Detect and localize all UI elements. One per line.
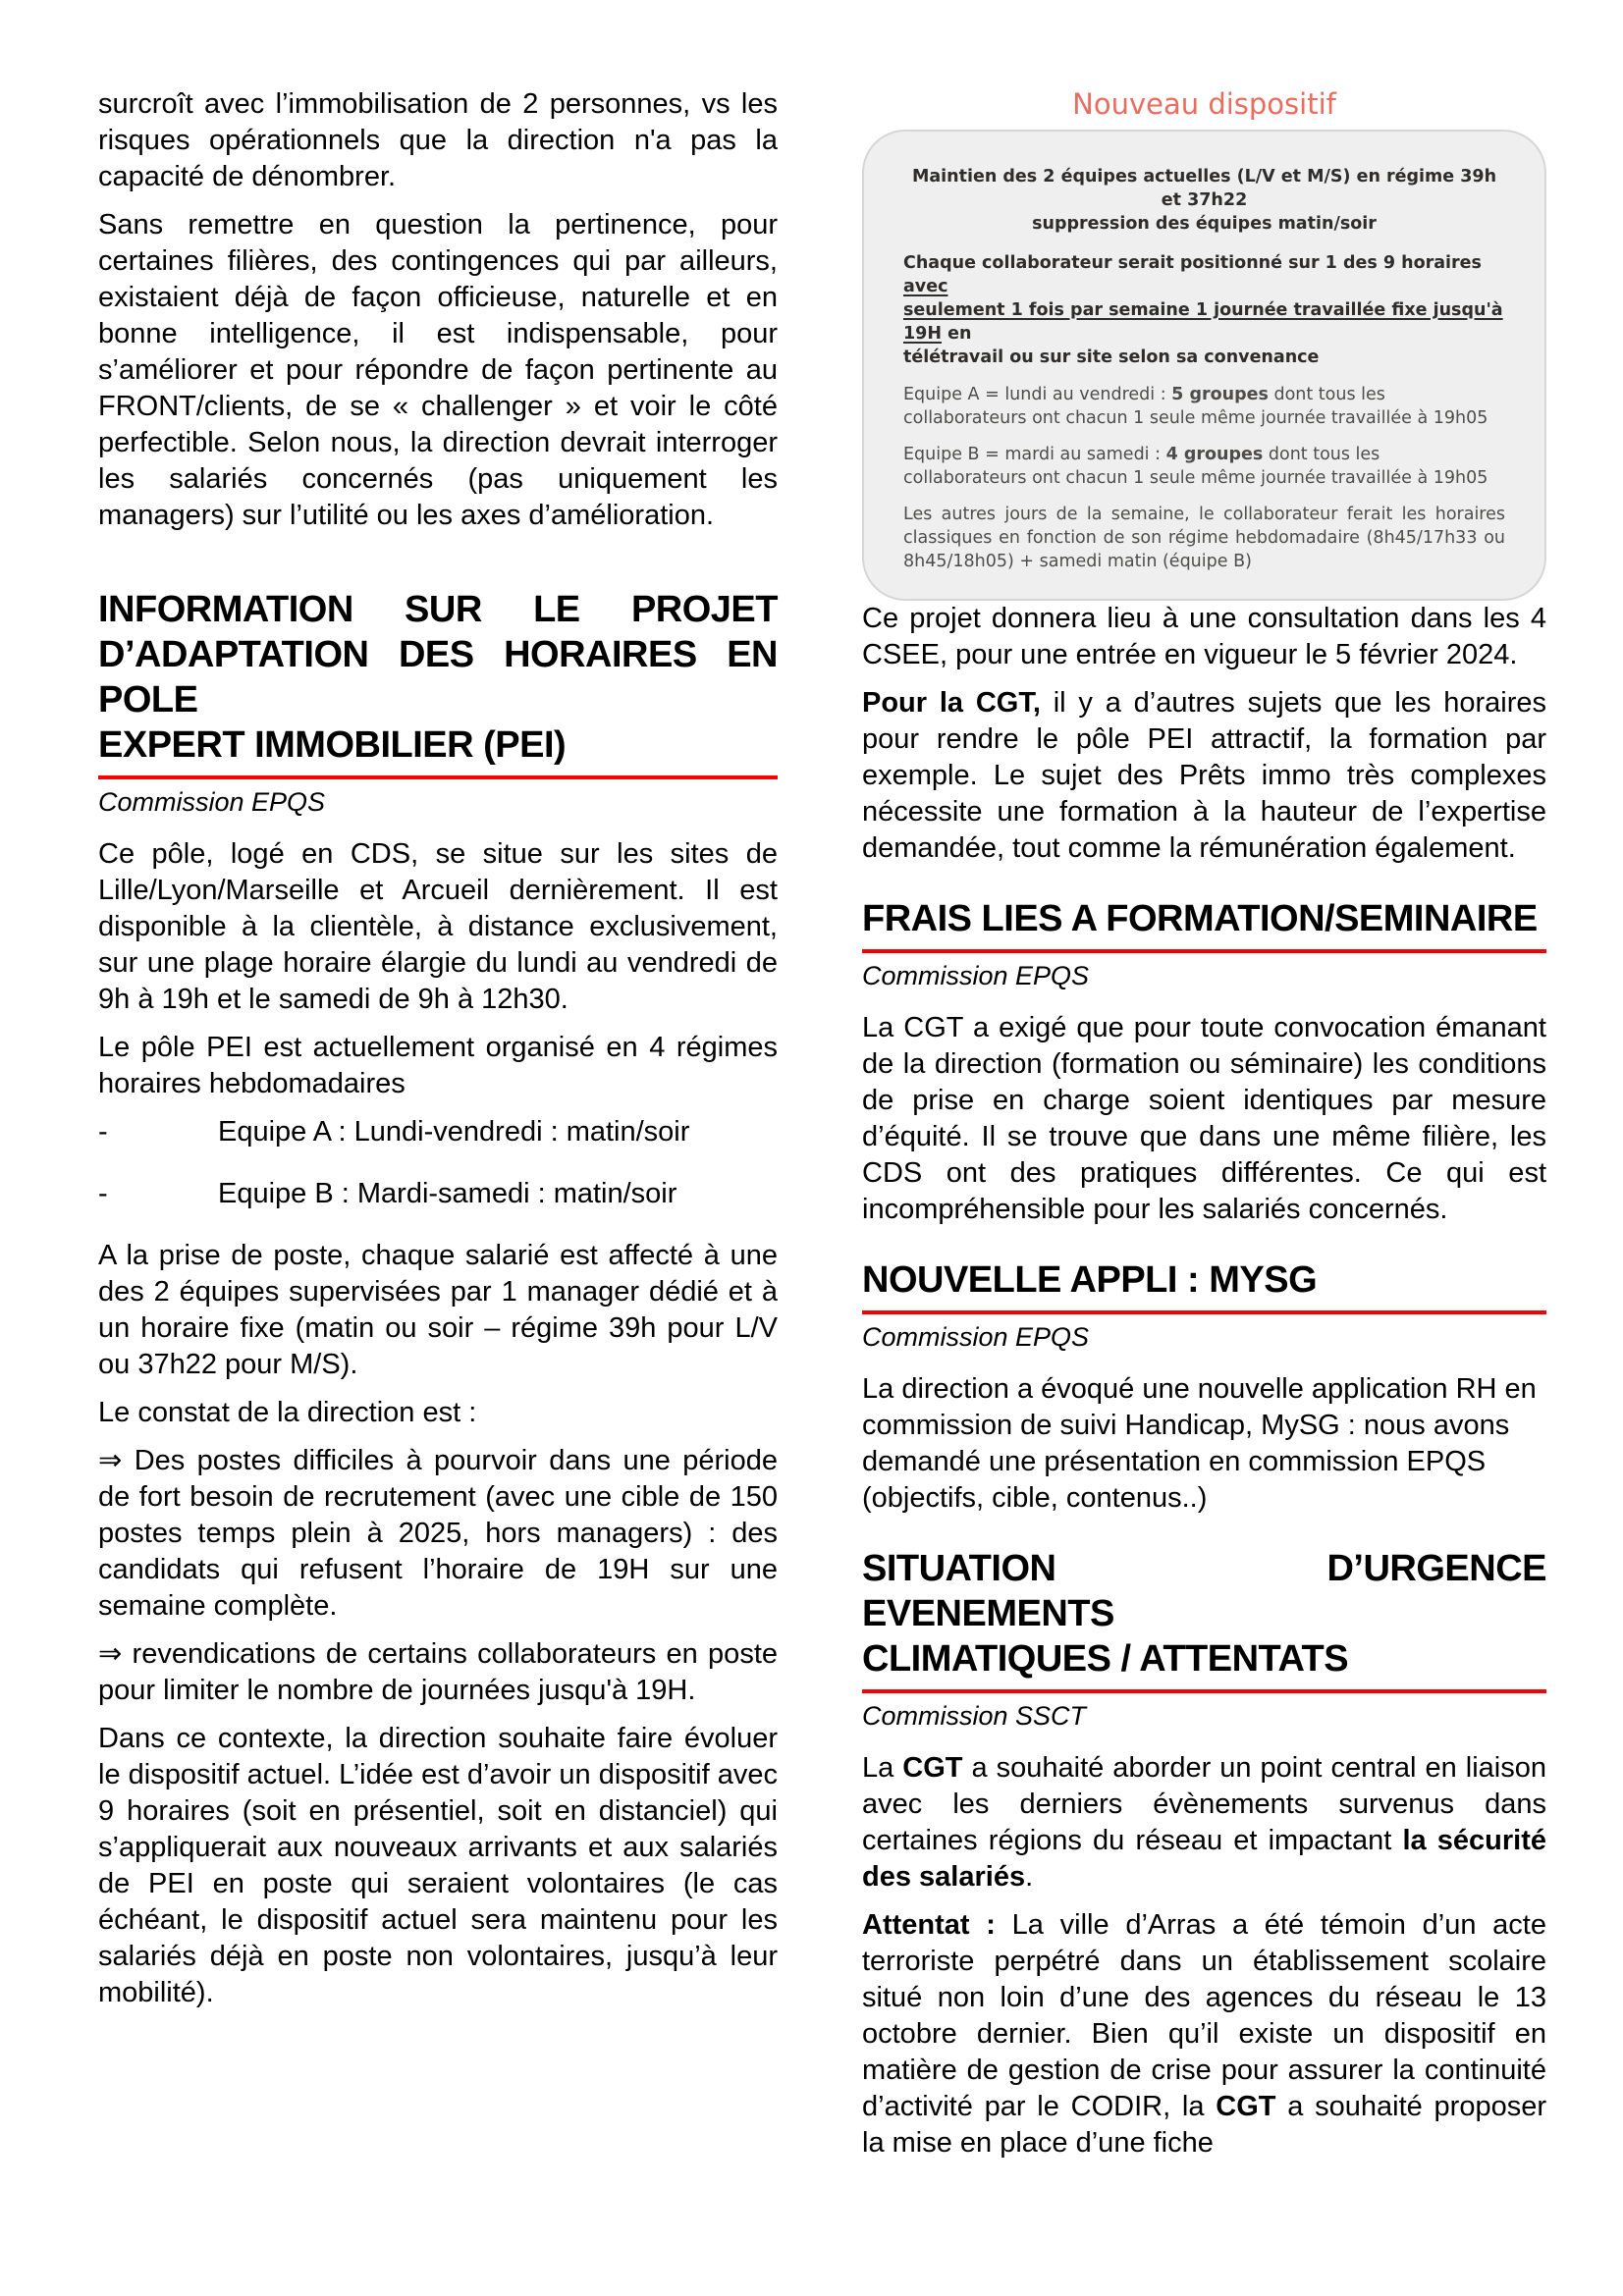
para-frais: La CGT a exigé que pour toute convocation émanant de la direction (formation ou séminaire) les conditions de prise en charge soient identiques par mesure d’équité. Il se trouve que dans une même filière, les CDS ont des pratiques différentes. Ce qui est incompréhensible pour les salariés concernés. xyxy=(862,1012,1546,1225)
para-attentat xyxy=(862,1907,1546,2162)
para-securite xyxy=(862,1750,1546,1896)
box-para-autres-jours: Les autres jours de la semaine, le collaborateur ferait les horaires classiques en fonction de son régime hebdomadaire (8h45/17h33 ou 8h45/18h05) + samedi matin (équipe B) xyxy=(903,505,1505,571)
box-text-bold: 4 groupes xyxy=(1165,445,1264,464)
box-line xyxy=(903,251,1505,298)
para-text: La xyxy=(862,1752,903,1784)
box-para-equipe-b xyxy=(903,443,1505,490)
commission-label-epqs: Commission EPQS xyxy=(98,787,326,817)
para-postes-difficiles: ⇒ Des postes difficiles à pourvoir dans une période de fort besoin de recrutement (avec une cible de 150 postes temps plein à 2025, hors managers) : des candidats qui refusent l’horaire de 19H sur une semaine complète. xyxy=(98,1445,778,1622)
heading-line: SITUATION D’URGENCE EVENEMENTS xyxy=(862,1548,1546,1634)
para-le-pole: Le pôle PEI est actuellement organisé en 4 régimes horaires hebdomadaires xyxy=(98,1032,778,1099)
para-ce-pole: Ce pôle, logé en CDS, se situe sur les sites de Lille/Lyon/Marseille et Arcueil dernièrement. Il est disponible à la clientèle, à distance exclusivement, sur une plage horaire élargie du lundi au vendredi de 9h à 19h et le samedi de 9h à 12h30. xyxy=(98,838,778,1015)
para-pour-la-cgt xyxy=(862,685,1546,867)
nouveau-dispositif-box xyxy=(862,130,1546,601)
box-text: Equipe B = mardi au samedi : xyxy=(903,445,1166,464)
box-line: Maintien des 2 équipes actuelles (L/V et M/S) en régime 39h et 37h22 xyxy=(911,167,1497,210)
box-text-underlined: avec xyxy=(903,277,948,296)
section-heading-mysg xyxy=(862,1257,1546,1314)
box-text: en xyxy=(942,324,972,344)
list-item-label: Equipe A : Lundi-vendredi : matin/soir xyxy=(218,1116,690,1148)
para-text: il y a d’autres sujets que les horaires pour rendre le pôle PEI attractif, la formation par exemple. Le sujet des Prêts immo très complexes nécessite une formation à la hauteur de l’expertise demandée, tout comme la rémunération également. xyxy=(862,687,1546,864)
para-sans-remettre: Sans remettre en question la pertinence, pour certaines filières, des contingences qui par ailleurs, existaient déjà de façon officieuse, naturelle et en bonne intelligence, il est indispensable, pour s’améliorer et pour répondre de façon pertinente au FRONT/clients, de se « challenger » et voir le côté perfectible. Selon nous, la direction devrait interroger les salariés concernés (pas uniquement les managers) sur l’utilité ou les axes d’amélioration. xyxy=(98,209,778,531)
para-text: La ville d’Arras a été témoin d’un acte terroriste perpétré dans un établissement scolaire situé non loin d’une des agences du réseau le 13 octobre dernier. Bien qu’il existe un dispositif en matière de gestion de crise pour assurer la continuité d’activité par le CODIR, la xyxy=(862,1909,1546,2122)
heading-line: EXPERT IMMOBILIER (PEI) xyxy=(98,724,567,766)
para-text: a souhaité proposer la mise en place d’une fiche xyxy=(862,2091,1547,2159)
box-text: dont tous les collaborateurs ont chacun 1 seule même journée travaillée à 19h05 xyxy=(903,445,1488,488)
list-item-equipe-b xyxy=(98,1176,778,1212)
box-line xyxy=(903,298,1505,346)
bold-securite: la sécurité des salariés xyxy=(862,1825,1546,1893)
box-text-bold: 5 groupes xyxy=(1171,385,1269,404)
box-para-equipe-a xyxy=(903,383,1505,430)
box-para-chaque-collaborateur xyxy=(903,251,1505,369)
heading-line: FRAIS LIES A FORMATION/SEMINAIRE xyxy=(862,898,1538,939)
para-text: . xyxy=(1025,1861,1034,1893)
box-text: Equipe A = lundi au vendredi : xyxy=(903,385,1172,404)
commission-label-epqs: Commission EPQS xyxy=(862,961,1090,990)
commission-label-epqs: Commission EPQS xyxy=(862,1322,1090,1352)
list-dash: - xyxy=(98,1178,108,1209)
bold-cgt: CGT xyxy=(1216,2091,1276,2122)
section-heading-frais xyxy=(862,896,1546,953)
box-line: télétravail ou sur site selon sa convenance xyxy=(903,347,1320,367)
list-item-equipe-a xyxy=(98,1114,778,1150)
heading-line: INFORMATION SUR LE PROJET xyxy=(98,589,778,630)
heading-line: D’ADAPTATION DES HORAIRES EN POLE xyxy=(98,634,778,721)
para-continuation: surcroît avec l’immobilisation de 2 personnes, vs les risques opérationnels que la direction n'a pas la capacité de dénombrer. xyxy=(98,88,778,192)
para-consultation: Ce projet donnera lieu à une consultation dans les 4 CSEE, pour une entrée en vigueur le 5 février 2024. xyxy=(862,603,1546,670)
box-text: dont tous les collaborateurs ont chacun 1 seule même journée travaillée à 19h05 xyxy=(903,385,1488,428)
box-text: Chaque collaborateur serait positionné sur 1 des 9 horaires xyxy=(903,253,1482,273)
para-prise-de-poste: A la prise de poste, chaque salarié est affecté à une des 2 équipes supervisées par 1 manager dédié et à un horaire fixe (matin ou soir – régime 39h pour L/V ou 37h22 pour M/S). xyxy=(98,1240,778,1380)
section-heading-pei xyxy=(98,587,778,779)
heading-line: CLIMATIQUES / ATTENTATS xyxy=(862,1638,1349,1680)
para-contexte: Dans ce contexte, la direction souhaite faire évoluer le dispositif actuel. L’idée est d’avoir un dispositif avec 9 horaires (soit en présentiel, soit en distanciel) qui s’appliquerait aux nouveaux arrivants et aux salariés de PEI en poste qui seraient volontaires (le cas échéant, le dispositif actuel sera maintenu pour les salariés déjà en poste non volontaires, jusqu’à leur mobilité). xyxy=(98,1723,778,2008)
box-line: suppression des équipes matin/soir xyxy=(1032,214,1377,234)
right-column xyxy=(862,86,1546,2296)
box-title-nouveau-dispositif: Nouveau dispositif xyxy=(1072,87,1336,121)
list-dash: - xyxy=(98,1116,108,1148)
heading-line: NOUVELLE APPLI : MYSG xyxy=(862,1259,1318,1301)
para-text: a souhaité aborder un point central en liaison avec les derniers évènements survenus dans certaines régions du réseau et impactant xyxy=(862,1752,1546,1856)
left-column xyxy=(98,86,778,2296)
section-heading-situation xyxy=(862,1546,1546,1693)
para-mysg: La direction a évoqué une nouvelle application RH en commission de suivi Handicap, MySG : nous avons demandé une présentation en commission EPQS (objectifs, cible, contenus..) xyxy=(862,1373,1537,1514)
bold-lead: Pour la CGT, xyxy=(862,687,1041,719)
para-constat: Le constat de la direction est : xyxy=(98,1397,477,1428)
commission-label-ssct: Commission SSCT xyxy=(862,1701,1087,1731)
bold-attentat: Attentat : xyxy=(862,1909,996,1941)
box-para-maintien xyxy=(903,165,1505,236)
box-text-underlined: seulement 1 fois par semaine 1 journée travaillée fixe jusqu'à 19H xyxy=(903,300,1503,344)
bold-cgt: CGT xyxy=(902,1752,963,1784)
list-item-label: Equipe B : Mardi-samedi : matin/soir xyxy=(218,1178,677,1209)
para-revendications: ⇒ revendications de certains collaborateurs en poste pour limiter le nombre de journées jusqu'à 19H. xyxy=(98,1638,778,1706)
